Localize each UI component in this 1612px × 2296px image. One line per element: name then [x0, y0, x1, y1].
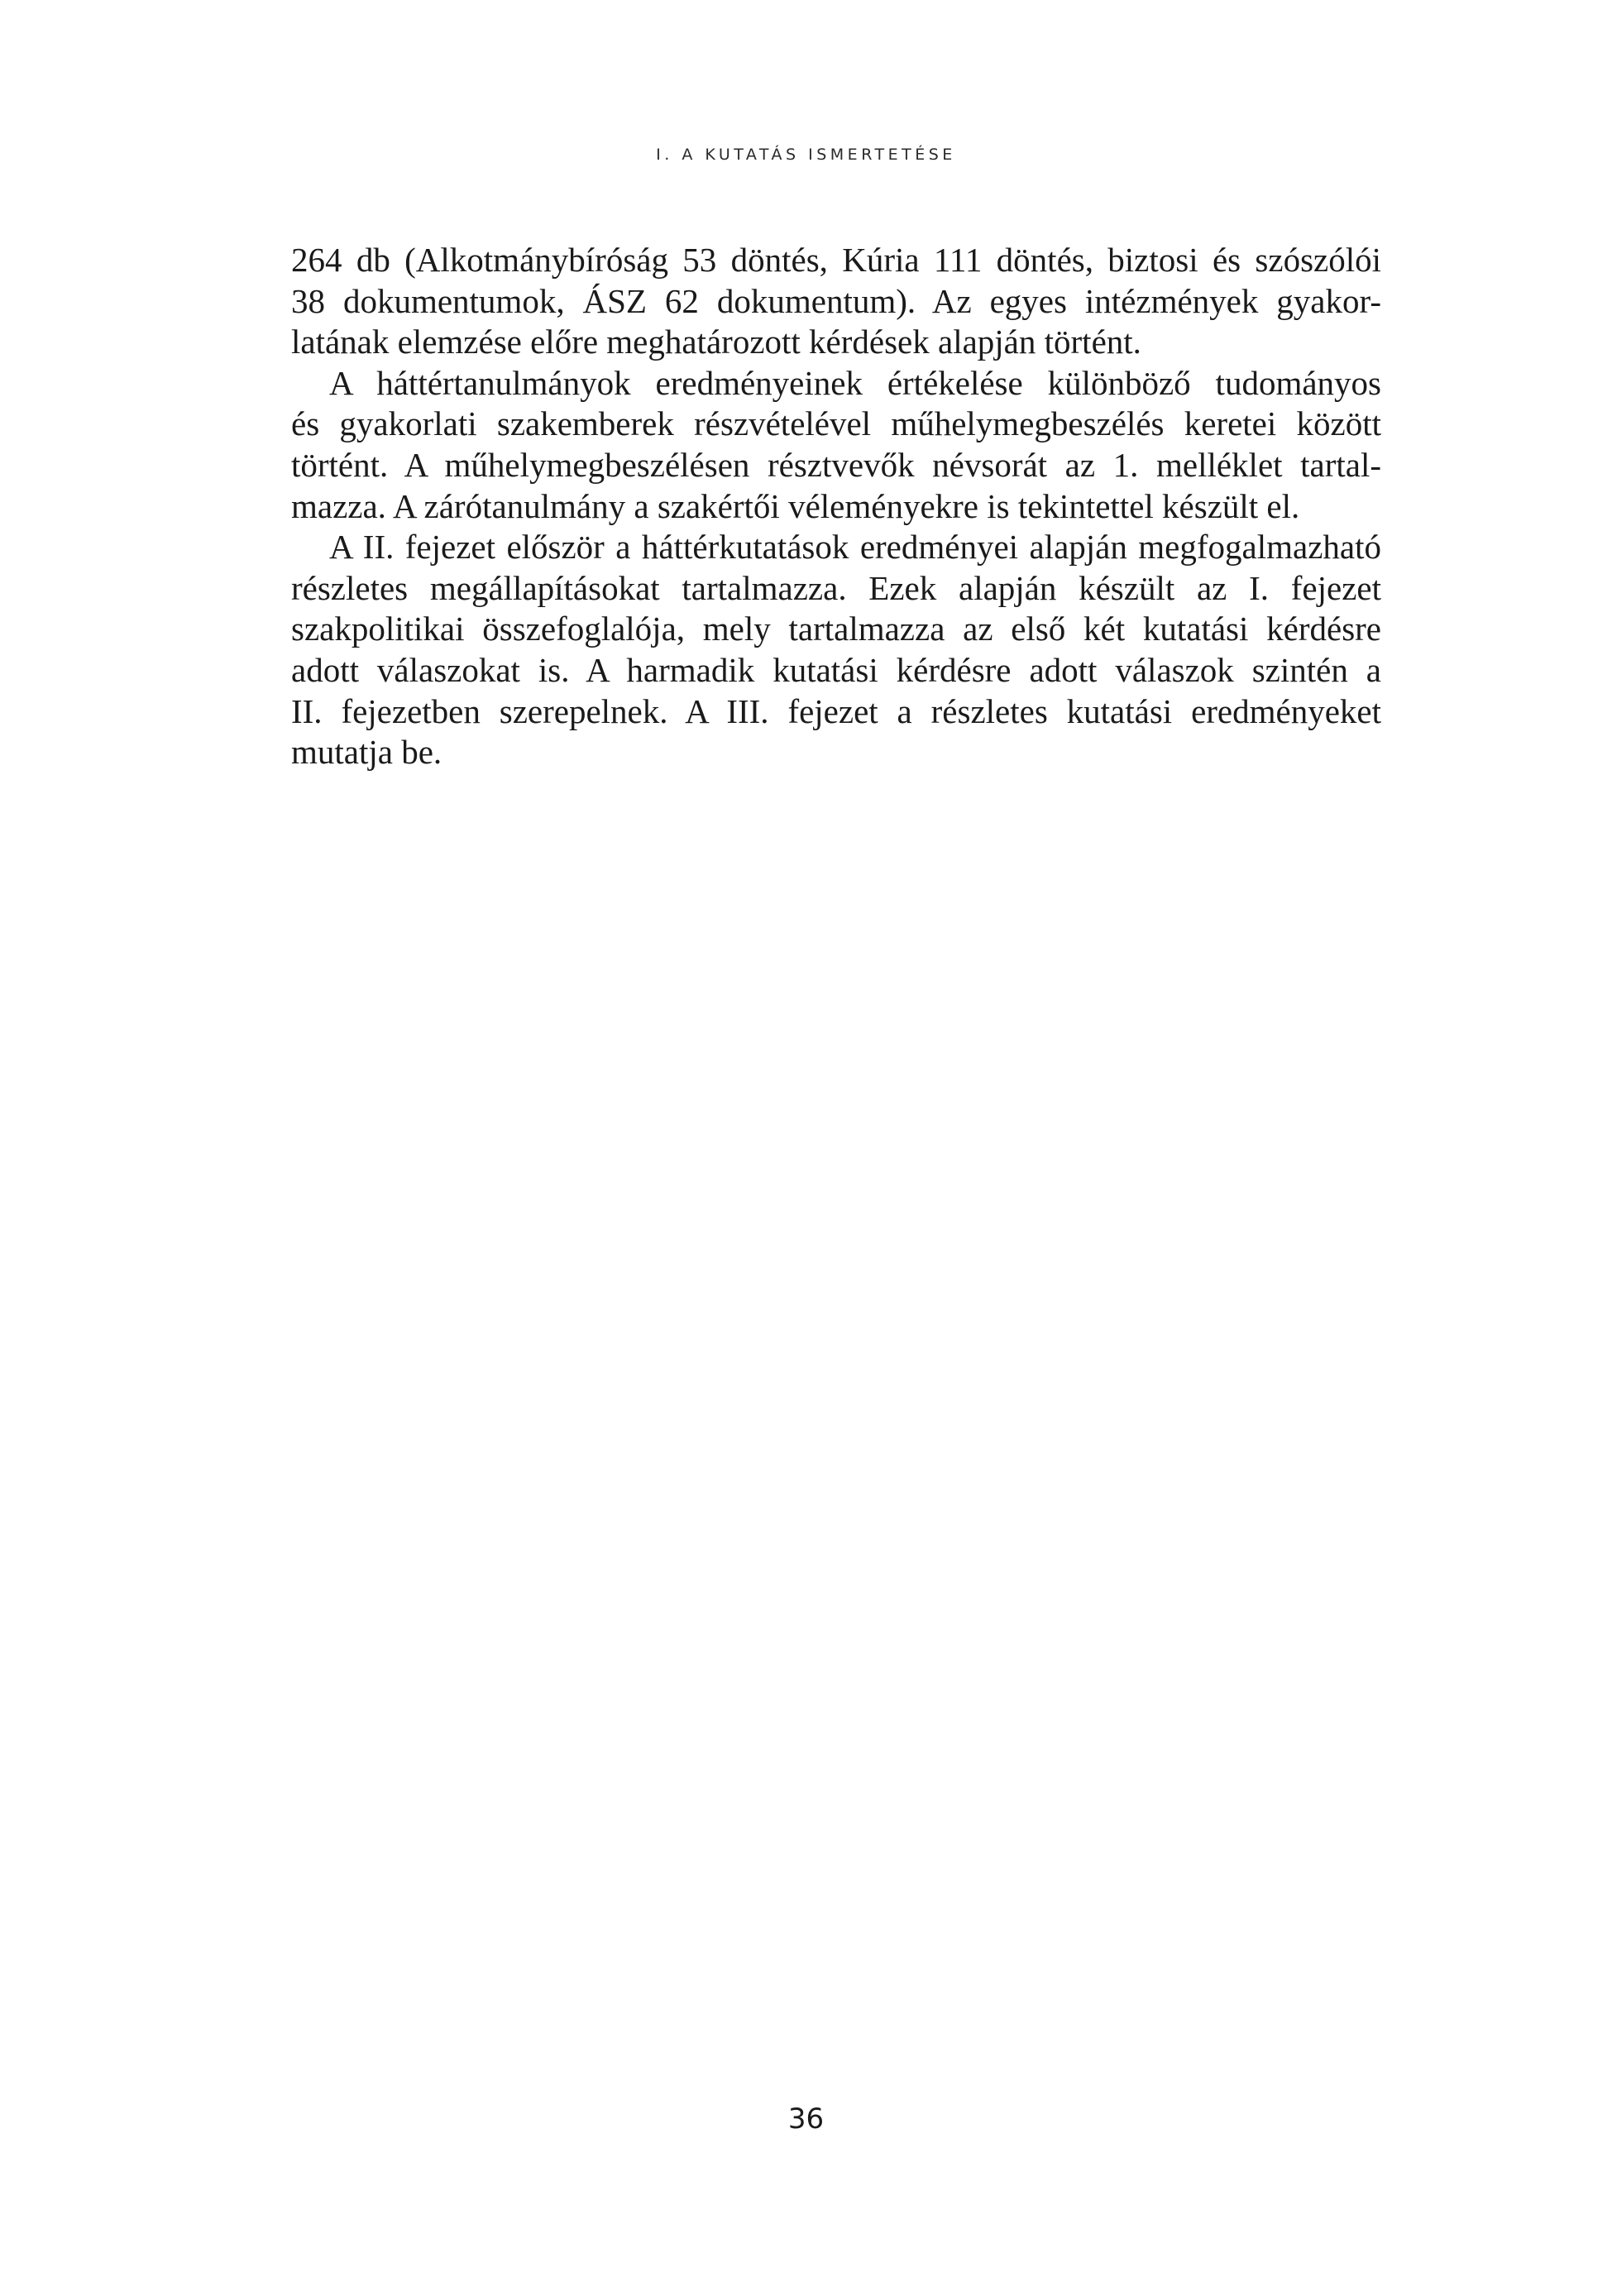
text-line: 38 dokumentumok, ÁSZ 62 dokumentum). Az egyes intézmények gyakor-: [291, 281, 1381, 320]
text-line: mutatja be.: [291, 733, 442, 772]
body-text: [291, 240, 1381, 773]
text-line: A II. fejezet először a háttérkutatások eredményei alapján megfogalmazható: [329, 528, 1381, 567]
paragraph-2: [291, 363, 1381, 527]
text-line: részletes megállapításokat tartalmazza. Ezek alapján készült az I. fejezet: [291, 568, 1381, 607]
text-line: mazza. A zárótanulmány a szakértői véleményekre is tekintettel készült el.: [291, 486, 1300, 525]
text-line: 264 db (Alkotmánybíróság 53 döntés, Kúria 111 döntés, biztosi és szószólói: [291, 241, 1381, 279]
running-header: I. A KUTATÁS ISMERTETÉSE: [656, 146, 956, 164]
page-number: 36: [787, 2102, 825, 2136]
text-line: A háttértanulmányok eredményeinek értékelése különböző tudományos: [329, 363, 1381, 402]
text-line: adott válaszokat is. A harmadik kutatási kérdésre adott válaszok szintén a: [291, 650, 1381, 689]
text-line: II. fejezetben szerepelnek. A III. fejezet a részletes kutatási eredményeket: [291, 691, 1381, 730]
paragraph-1: [291, 240, 1381, 363]
text-line: latának elemzése előre meghatározott kérdések alapján történt.: [291, 323, 1141, 361]
paragraph-3: [291, 527, 1381, 773]
text-line: és gyakorlati szakemberek részvételével műhelymegbeszélés keretei között: [291, 404, 1381, 443]
text-line: történt. A műhelymegbeszélésen résztvevők névsorát az 1. melléklet tartal-: [291, 445, 1381, 484]
text-line: szakpolitikai összefoglalója, mely tartalmazza az első két kutatási kérdésre: [291, 610, 1381, 648]
